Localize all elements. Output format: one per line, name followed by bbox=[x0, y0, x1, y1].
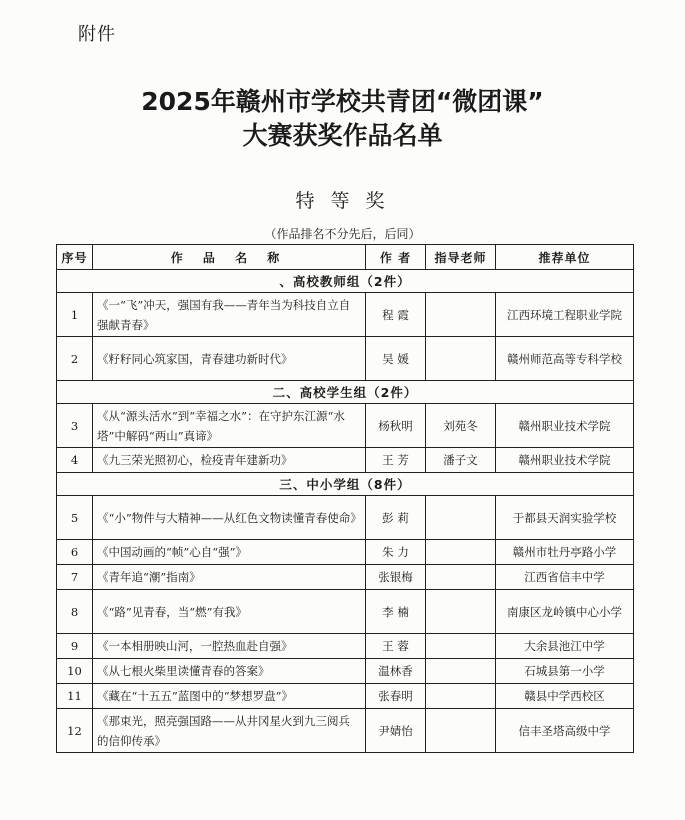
cell-no: 11 bbox=[57, 684, 93, 709]
table-row bbox=[57, 659, 634, 684]
cell-advisor bbox=[426, 709, 496, 753]
cell-unit: 江西省信丰中学 bbox=[496, 565, 634, 590]
cell-no: 9 bbox=[57, 634, 93, 659]
cell-advisor bbox=[426, 337, 496, 381]
cell-author: 王 蓉 bbox=[366, 634, 426, 659]
cell-work: 《青年追“潮”指南》 bbox=[93, 565, 366, 590]
cell-work: 《籽籽同心筑家国，青春建功新时代》 bbox=[93, 337, 366, 381]
cell-no: 4 bbox=[57, 448, 93, 473]
cell-work: 《从“源头活水”到“幸福之水”：在守护东江源“水塔”中解码“两山”真谛》 bbox=[93, 404, 366, 448]
prize-level-heading: 特 等 奖 bbox=[295, 190, 390, 212]
table-row bbox=[57, 337, 634, 381]
cell-no: 5 bbox=[57, 496, 93, 540]
table-row bbox=[57, 404, 634, 448]
cell-author: 温林香 bbox=[366, 659, 426, 684]
cell-author: 李 楠 bbox=[366, 590, 426, 634]
cell-advisor bbox=[426, 684, 496, 709]
table-row bbox=[57, 590, 634, 634]
cell-advisor bbox=[426, 590, 496, 634]
cell-work: 《“路”见青春，当“燃”有我》 bbox=[93, 590, 366, 634]
cell-author: 张银梅 bbox=[366, 565, 426, 590]
cell-author: 尹婧怡 bbox=[366, 709, 426, 753]
cell-work: 《那束光，照亮强国路——从井冈星火到九三阅兵的信仰传承》 bbox=[93, 709, 366, 753]
cell-author: 吴 媛 bbox=[366, 337, 426, 381]
cell-author: 王 芳 bbox=[366, 448, 426, 473]
cell-author: 程 霞 bbox=[366, 293, 426, 337]
cell-no: 2 bbox=[57, 337, 93, 381]
cell-unit: 赣州师范高等专科学校 bbox=[496, 337, 634, 381]
table-row bbox=[57, 709, 634, 753]
table-row bbox=[57, 496, 634, 540]
cell-advisor bbox=[426, 293, 496, 337]
cell-no: 3 bbox=[57, 404, 93, 448]
cell-work: 《一“飞”冲天，强国有我——青年当为科技自立自强献青春》 bbox=[93, 293, 366, 337]
cell-advisor bbox=[426, 540, 496, 565]
cell-no: 8 bbox=[57, 590, 93, 634]
section-heading: 三、中小学组（8件） bbox=[57, 473, 634, 496]
cell-unit: 南康区龙岭镇中心小学 bbox=[496, 590, 634, 634]
cell-advisor bbox=[426, 496, 496, 540]
cell-unit: 于都县天润实验学校 bbox=[496, 496, 634, 540]
cell-advisor bbox=[426, 634, 496, 659]
cell-unit: 江西环境工程职业学院 bbox=[496, 293, 634, 337]
cell-unit: 大余县池江中学 bbox=[496, 634, 634, 659]
cell-work: 《中国动画的“帧”心自“强”》 bbox=[93, 540, 366, 565]
cell-author: 张春明 bbox=[366, 684, 426, 709]
header-author: 作 者 bbox=[366, 245, 426, 270]
ranking-note: （作品排名不分先后，后同） bbox=[264, 227, 421, 241]
document-title-line1: 2025年赣州市学校共青团“微团课” bbox=[141, 87, 544, 116]
attachment-label: 附件 bbox=[78, 24, 116, 45]
cell-advisor bbox=[426, 565, 496, 590]
cell-advisor: 刘苑冬 bbox=[426, 404, 496, 448]
cell-author: 杨秋明 bbox=[366, 404, 426, 448]
table-row bbox=[57, 565, 634, 590]
section-heading: 二、高校学生组（2件） bbox=[57, 381, 634, 404]
table-row bbox=[57, 448, 634, 473]
table-header-row bbox=[57, 245, 634, 270]
cell-advisor bbox=[426, 659, 496, 684]
cell-unit: 石城县第一小学 bbox=[496, 659, 634, 684]
cell-no: 7 bbox=[57, 565, 93, 590]
table-row bbox=[57, 634, 634, 659]
section-heading: 、高校教师组（2件） bbox=[57, 270, 634, 293]
cell-work: 《“小”物件与大精神——从红色文物读懂青春使命》 bbox=[93, 496, 366, 540]
cell-unit: 赣州职业技术学院 bbox=[496, 448, 634, 473]
cell-unit: 赣州职业技术学院 bbox=[496, 404, 634, 448]
table-row bbox=[57, 684, 634, 709]
cell-work: 《藏在“十五五”蓝图中的“梦想罗盘”》 bbox=[93, 684, 366, 709]
cell-no: 12 bbox=[57, 709, 93, 753]
cell-work: 《从七根火柴里读懂青春的答案》 bbox=[93, 659, 366, 684]
cell-no: 6 bbox=[57, 540, 93, 565]
section-row bbox=[57, 473, 634, 496]
cell-unit: 赣州市牡丹亭路小学 bbox=[496, 540, 634, 565]
cell-author: 彭 莉 bbox=[366, 496, 426, 540]
table-row bbox=[57, 540, 634, 565]
cell-unit: 信丰圣塔高级中学 bbox=[496, 709, 634, 753]
cell-advisor: 潘子文 bbox=[426, 448, 496, 473]
cell-author: 朱 力 bbox=[366, 540, 426, 565]
header-advisor: 指导老师 bbox=[426, 245, 496, 270]
cell-work: 《九三荣光照初心，检疫青年建新功》 bbox=[93, 448, 366, 473]
cell-unit: 赣县中学西校区 bbox=[496, 684, 634, 709]
cell-no: 10 bbox=[57, 659, 93, 684]
header-work: 作 品 名 称 bbox=[93, 245, 366, 270]
section-row bbox=[57, 381, 634, 404]
document-title-line2: 大赛获奖作品名单 bbox=[242, 121, 443, 150]
header-no: 序号 bbox=[57, 245, 93, 270]
award-table bbox=[56, 244, 634, 753]
header-unit: 推荐单位 bbox=[496, 245, 634, 270]
cell-work: 《一本相册映山河，一腔热血赴自强》 bbox=[93, 634, 366, 659]
cell-no: 1 bbox=[57, 293, 93, 337]
section-row bbox=[57, 270, 634, 293]
table-row bbox=[57, 293, 634, 337]
